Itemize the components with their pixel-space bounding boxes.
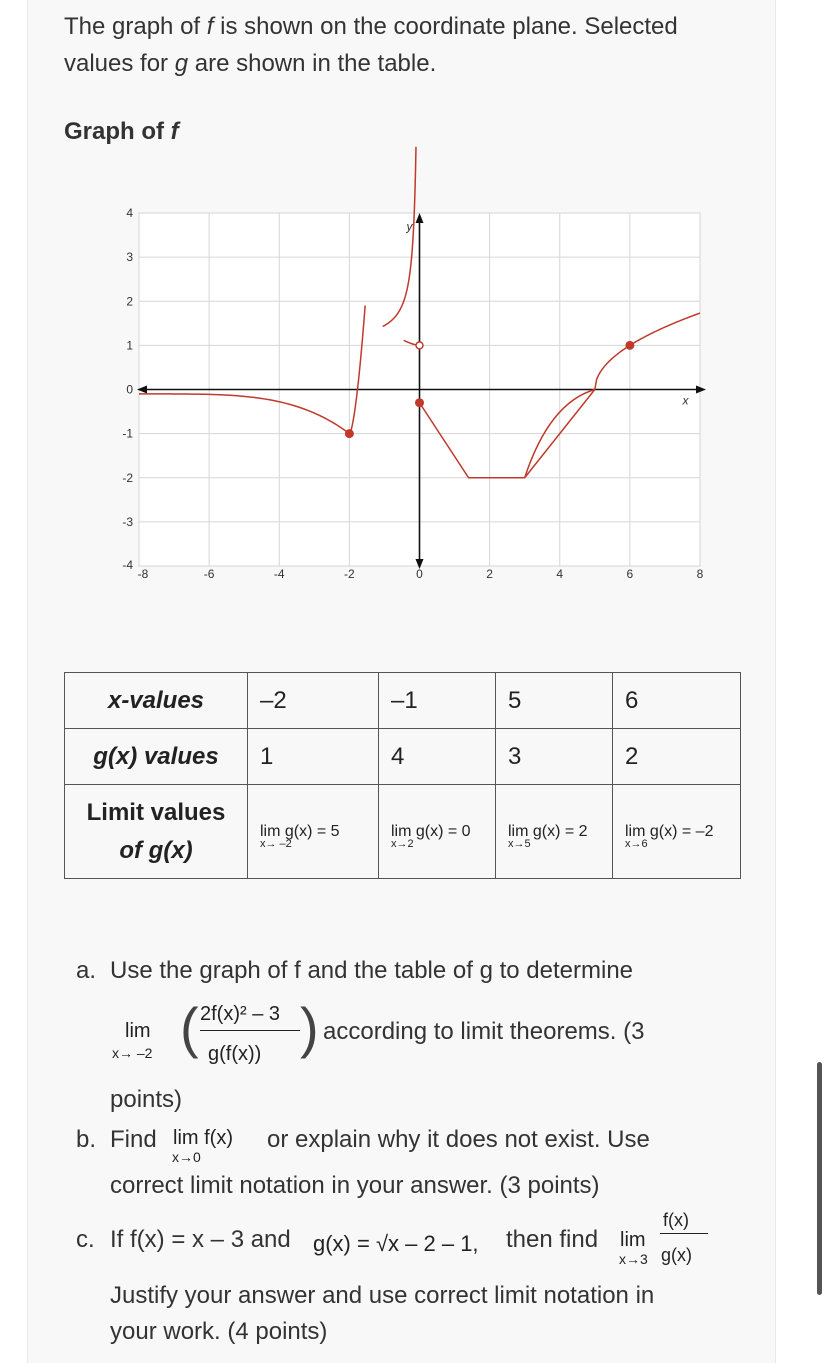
part-a-after: according to limit theorems. (3 <box>323 1018 645 1045</box>
y-tick-label: 4 <box>126 206 133 220</box>
part-a-line1: Use the graph of f and the table of g to determine <box>110 957 634 984</box>
row-header-limit-values: Limit values of g(x) <box>65 785 248 879</box>
left-paren: ( <box>180 996 199 1059</box>
g-value-cell: 1 <box>248 729 379 785</box>
g-value-cell: 3 <box>496 729 613 785</box>
part-c-line3: your work. (4 points) <box>110 1318 328 1345</box>
part-b-lim: lim f(x) <box>173 1127 233 1149</box>
limit-cell: lim g(x) = 2 x→5 <box>496 785 613 879</box>
part-a-denominator: g(f(x)) <box>208 1043 262 1065</box>
limit-cell: lim g(x) = 0 x→2 <box>379 785 496 879</box>
y-tick-label: -1 <box>122 426 133 441</box>
graph-title: Graph of f <box>64 118 179 145</box>
part-a-lim-sub: x→ –2 <box>112 1045 153 1061</box>
table-row-limits <box>65 785 741 879</box>
table-row-g <box>65 729 741 785</box>
x-tick-label: 6 <box>626 567 634 581</box>
x-tick-label: 2 <box>486 567 493 581</box>
part-a-lim: lim <box>125 1020 151 1042</box>
y-axis-label: y <box>406 219 413 234</box>
closed-point <box>415 398 424 407</box>
part-c-lim-sub: x→3 <box>619 1251 648 1267</box>
x-tick-label: 0 <box>416 567 423 581</box>
g-value-cell: 2 <box>613 729 741 785</box>
x-tick-label: -6 <box>203 567 215 581</box>
part-b-rest: or explain why it does not exist. Use <box>267 1126 650 1153</box>
part-b-lim-sub: x→0 <box>172 1149 201 1165</box>
part-b-find: Find <box>110 1126 157 1153</box>
part-c-numerator: f(x) <box>663 1210 689 1230</box>
limit-cell: lim g(x) = –2 x→6 <box>613 785 741 879</box>
x-tick-label: -8 <box>137 567 149 581</box>
y-tick-label: 2 <box>126 294 133 309</box>
part-a-line3: points) <box>110 1086 183 1113</box>
y-tick-label: 3 <box>126 250 133 265</box>
x-value-cell: –2 <box>248 673 379 729</box>
y-tick-label: 0 <box>126 382 133 397</box>
closed-point <box>345 429 354 438</box>
y-tick-label: -4 <box>122 558 133 572</box>
x-tick-label: -4 <box>273 567 285 581</box>
part-b-line2: correct limit notation in your answer. (3 points) <box>110 1172 600 1199</box>
part-a-label: a. <box>76 957 97 984</box>
part-b-label: b. <box>76 1126 97 1153</box>
g-values-table <box>64 672 741 879</box>
x-axis-arrow-right <box>696 386 706 394</box>
x-value-cell: –1 <box>379 673 496 729</box>
row-header-x-values: x-values <box>65 673 248 729</box>
part-c-lim: lim <box>620 1229 646 1251</box>
x-value-cell: 5 <box>496 673 613 729</box>
part-c-label: c. <box>76 1226 95 1253</box>
y-tick-label: -2 <box>122 470 133 485</box>
part-c-denominator: g(x) <box>661 1245 692 1265</box>
part-c-text2: then find <box>506 1226 599 1253</box>
y-tick-label: -3 <box>122 514 133 529</box>
y-tick-label: 1 <box>126 338 133 353</box>
x-tick-label: 4 <box>556 567 564 581</box>
row-header-g-values: g(x) values <box>65 729 248 785</box>
limit-cell: lim g(x) = 5 x→ –2 <box>248 785 379 879</box>
x-tick-label: -2 <box>344 567 355 581</box>
part-c-text1: If f(x) = x – 3 and <box>110 1226 291 1253</box>
x-axis-label: x <box>682 393 689 408</box>
scrollbar-thumb[interactable] <box>817 1062 822 1295</box>
table-row-x <box>65 673 741 729</box>
part-c-line2: Justify your answer and use correct limit notation in <box>110 1282 655 1309</box>
right-paren: ) <box>300 996 319 1059</box>
intro-text: The graph of f is shown on the coordinate plane. Selected values for g are shown in the table. <box>64 13 678 77</box>
x-value-cell: 6 <box>613 673 741 729</box>
x-tick-label: 8 <box>696 567 704 581</box>
g-value-cell: 4 <box>379 729 496 785</box>
part-a-numerator: 2f(x)² – 3 <box>200 1003 281 1025</box>
part-c-g-definition: g(x) = √x – 2 – 1, <box>313 1231 479 1256</box>
closed-point <box>625 341 634 350</box>
open-point <box>416 342 423 349</box>
graph-of-f <box>0 0 828 620</box>
